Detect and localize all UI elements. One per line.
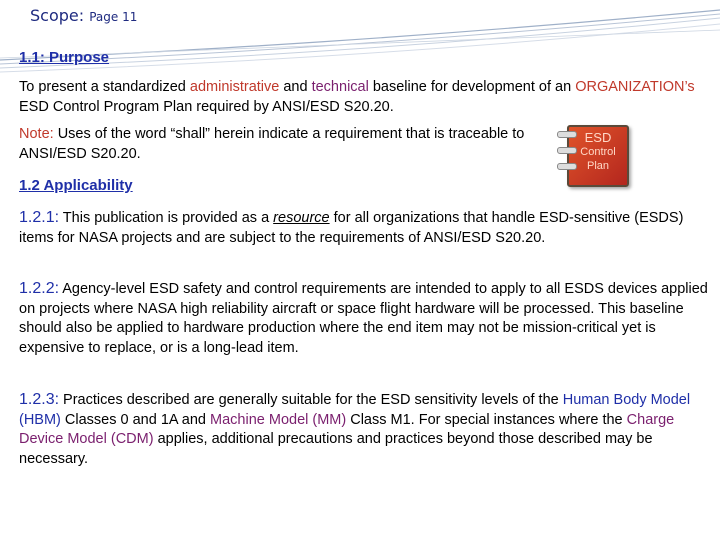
purpose-heading: 1.1: Purpose bbox=[19, 49, 110, 66]
purpose-text-b: and bbox=[279, 79, 312, 95]
paragraph-text-a: Practices described are generally suitable for the ESD sensitivity levels of the bbox=[59, 392, 563, 408]
slide-title bbox=[30, 6, 137, 25]
note-text: Uses of the word “shall” herein indicate a requirement that is traceable to ANSI/ESD S20.20. bbox=[19, 126, 525, 162]
paragraph-number: 1.2.1: bbox=[19, 209, 60, 226]
cdm-term: Charge Device Model (CDM) bbox=[19, 411, 675, 447]
organization-term: ORGANIZATION’s bbox=[575, 79, 695, 95]
title-main: Scope: bbox=[30, 6, 85, 25]
binder-label-line3: Plan bbox=[586, 160, 610, 172]
paragraph-1-2-3 bbox=[19, 390, 709, 469]
binder-label-line1: ESD bbox=[584, 130, 612, 145]
purpose-text-a: To present a standardized bbox=[19, 79, 190, 95]
paragraph-text-d: applies, additional precautions and practices beyond those described may be necessary. bbox=[19, 431, 653, 467]
binder-label bbox=[567, 131, 629, 173]
paragraph-number: 1.2.2: bbox=[19, 280, 60, 297]
administrative-term: administrative bbox=[189, 79, 280, 95]
technical-term: technical bbox=[311, 79, 369, 95]
resource-term: resource bbox=[273, 210, 330, 226]
paragraph-1-2-2 bbox=[19, 279, 709, 358]
note-paragraph bbox=[19, 125, 539, 164]
title-page-ref: Page 11 bbox=[89, 10, 138, 24]
paragraph-text-a: This publication is provided as a bbox=[59, 210, 274, 226]
binder-label-line2: Control bbox=[580, 146, 616, 158]
paragraph-text-c: Class M1. For special instances where the bbox=[346, 411, 627, 428]
paragraph-text-b: Classes 0 and 1A and bbox=[60, 411, 211, 428]
applicability-heading: 1.2 Applicability bbox=[19, 177, 133, 194]
mm-term: Machine Model (MM) bbox=[210, 411, 347, 428]
note-label: Note: bbox=[19, 126, 54, 142]
esd-control-plan-binder-icon bbox=[553, 121, 633, 187]
purpose-paragraph bbox=[19, 78, 709, 117]
purpose-text-c: baseline for development of an bbox=[368, 79, 576, 95]
purpose-text-d: ESD Control Program Plan required by ANSI/ESD S20.20. bbox=[19, 98, 394, 115]
paragraph-number: 1.2.3: bbox=[19, 391, 60, 408]
hbm-term: Human Body Model (HBM) bbox=[19, 392, 691, 428]
paragraph-text: Agency-level ESD safety and control requirements are intended to apply to all ESDS devices applied on projects where NASA high reliability aircraft or space flight hardware will be processed. This baseline should also be applied to hardware production where the end item may not be mission-critical yet is expensive to replace, or is a long-lead item. bbox=[19, 281, 708, 356]
paragraph-1-2-1 bbox=[19, 208, 709, 248]
paragraph-text-b: for all organizations that handle ESD-sensitive (ESDS) items for NASA projects and are subject to the requirements of ANSI/ESD S20.20. bbox=[19, 210, 684, 246]
